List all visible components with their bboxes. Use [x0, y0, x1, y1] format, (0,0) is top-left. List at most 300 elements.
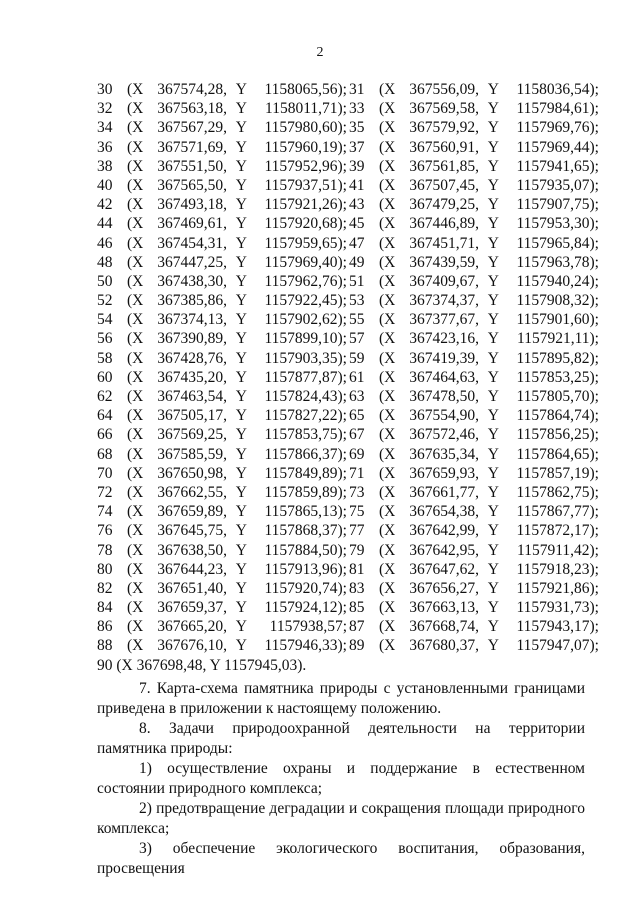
y-value: 1157872,17); — [516, 522, 599, 540]
x-label: (X — [127, 196, 144, 214]
coordinate-row — [97, 387, 602, 406]
y-value: 1157857,19); — [516, 464, 599, 482]
x-label: (X — [379, 157, 396, 175]
y-label: Y — [487, 579, 499, 597]
y-value: 1157853,25); — [516, 368, 599, 386]
y-value: 1157856,25); — [516, 426, 599, 444]
coordinate-point — [97, 80, 349, 99]
x-value: 367505,17, — [157, 407, 227, 425]
y-label: Y — [487, 426, 499, 444]
coordinate-point — [349, 502, 601, 521]
coordinate-point — [349, 579, 601, 598]
x-label: (X — [379, 388, 396, 405]
point-number: 49 — [349, 253, 365, 271]
x-label: (X — [127, 100, 144, 118]
coordinate-point — [349, 483, 601, 502]
x-value: 367451,71, — [409, 234, 479, 252]
coordinate-row — [97, 579, 602, 598]
x-value: 367464,63, — [409, 368, 479, 386]
y-value: 1157864,74); — [516, 407, 599, 425]
coordinate-point — [97, 387, 349, 406]
y-label: Y — [487, 196, 499, 214]
coordinate-row — [97, 138, 602, 157]
coordinate-point — [349, 80, 601, 99]
x-label: (X — [127, 522, 144, 540]
y-label: Y — [487, 311, 499, 329]
point-number: 77 — [349, 522, 365, 540]
x-label: (X — [379, 119, 396, 137]
coordinate-row — [97, 80, 602, 99]
point-number: 38 — [97, 157, 113, 175]
y-label: Y — [487, 388, 499, 405]
y-label: Y — [235, 599, 247, 617]
coordinate-point — [349, 157, 601, 176]
y-value: 1157907,75); — [516, 196, 599, 214]
coordinate-point — [97, 502, 349, 521]
x-value: 367479,25, — [409, 196, 479, 214]
x-value: 367438,30, — [157, 272, 227, 290]
y-value: 1158036,54); — [516, 81, 599, 98]
y-value: 1157953,30); — [516, 215, 599, 233]
y-value: 1157952,96); — [264, 157, 347, 175]
x-label: (X — [379, 272, 396, 290]
x-value: 367647,62, — [409, 560, 479, 578]
point-number: 52 — [97, 292, 113, 310]
coordinate-point — [97, 99, 349, 118]
point-number: 51 — [349, 272, 365, 290]
point-number: 48 — [97, 253, 113, 271]
y-label: Y — [487, 522, 499, 540]
x-label: (X — [379, 483, 396, 501]
x-label: (X — [127, 560, 144, 578]
y-value: 1157980,60); — [264, 119, 347, 137]
y-label: Y — [235, 426, 247, 444]
coordinate-point — [349, 425, 601, 444]
point-number: 83 — [349, 579, 365, 597]
x-value: 367478,50, — [409, 388, 479, 405]
point-number: 54 — [97, 311, 113, 329]
y-value: 1157943,17); — [516, 618, 599, 636]
paragraph-7: 7. Карта-схема памятника природы с установленными границами приведена в приложении к настоящему положению. — [97, 680, 585, 717]
point-number: 79 — [349, 541, 365, 559]
y-value: 1157962,76); — [264, 272, 347, 290]
x-value: 367579,92, — [409, 119, 479, 137]
y-label: Y — [235, 138, 247, 156]
y-label: Y — [487, 215, 499, 233]
point-number: 88 — [97, 637, 113, 655]
point-number: 44 — [97, 215, 113, 233]
y-value: 1157984,61); — [516, 100, 599, 118]
y-value: 1157849,89); — [264, 464, 347, 482]
x-label: (X — [127, 234, 144, 252]
point-number: 71 — [349, 464, 365, 482]
point-number: 55 — [349, 311, 365, 329]
y-value: 1157924,12); — [264, 599, 347, 617]
x-label: (X — [379, 196, 396, 214]
y-label: Y — [235, 215, 247, 233]
coordinate-point — [349, 617, 601, 636]
x-value: 367638,50, — [157, 541, 227, 559]
y-value: 1157946,33); — [264, 637, 347, 655]
coordinate-point — [349, 138, 601, 157]
coordinate-point — [349, 387, 601, 406]
y-label: Y — [487, 407, 499, 425]
x-value: 367493,18, — [157, 196, 227, 214]
y-label: Y — [487, 176, 499, 194]
x-value: 367572,46, — [409, 426, 479, 444]
x-value: 367554,90, — [409, 407, 479, 425]
y-label: Y — [487, 483, 499, 501]
x-label: (X — [127, 388, 144, 405]
y-label: Y — [235, 388, 247, 405]
x-label: (X — [127, 637, 144, 655]
x-label: (X — [379, 215, 396, 233]
coordinate-row — [97, 541, 602, 560]
x-label: (X — [379, 503, 396, 521]
page-number: 2 — [316, 45, 324, 60]
point-number: 70 — [97, 464, 113, 482]
x-value: 367661,77, — [409, 483, 479, 501]
y-label: Y — [235, 541, 247, 559]
coordinate-point — [349, 464, 601, 483]
y-label: Y — [235, 445, 247, 463]
list-item-2: 2) предотвращение деградации и сокращения площади природного комплекса; — [97, 800, 585, 837]
x-label: (X — [127, 292, 144, 310]
point-number: 30 — [97, 81, 113, 98]
x-value: 367390,89, — [157, 330, 227, 348]
x-label: (X — [127, 407, 144, 425]
y-value: 1157941,65); — [516, 157, 599, 175]
x-label: (X — [127, 138, 144, 156]
x-value: 367377,67, — [409, 311, 479, 329]
x-label: (X — [379, 599, 396, 617]
coordinate-point — [97, 329, 349, 348]
y-label: Y — [235, 119, 247, 137]
x-label: (X — [379, 176, 396, 194]
x-label: (X — [379, 368, 396, 386]
y-label: Y — [235, 483, 247, 501]
point-number: 36 — [97, 138, 113, 156]
coordinate-point — [349, 541, 601, 560]
x-label: (X — [379, 426, 396, 444]
y-label: Y — [487, 253, 499, 271]
coordinate-row — [97, 464, 602, 483]
y-value: 1157859,89); — [264, 483, 347, 501]
point-number: 58 — [97, 349, 113, 367]
x-label: (X — [379, 445, 396, 463]
coordinate-point — [97, 291, 349, 310]
x-value: 367635,34, — [409, 445, 479, 463]
x-value: 367654,38, — [409, 503, 479, 521]
point-number: 64 — [97, 407, 113, 425]
x-label: (X — [127, 272, 144, 290]
x-label: (X — [379, 311, 396, 329]
coordinate-row — [97, 521, 602, 540]
x-value: 367574,28, — [157, 81, 227, 98]
point-number: 78 — [97, 541, 113, 559]
coordinate-point — [97, 560, 349, 579]
x-label: (X — [379, 560, 396, 578]
x-value: 367439,59, — [409, 253, 479, 271]
point-number: 86 — [97, 618, 113, 636]
coordinate-row — [97, 118, 602, 137]
list-item-1: 1) осуществление охраны и поддержание в естественном состоянии природного комплекса; — [97, 760, 585, 797]
coordinate-point — [97, 425, 349, 444]
y-label: Y — [487, 330, 499, 348]
coordinate-point — [349, 368, 601, 387]
x-label: (X — [127, 349, 144, 367]
coordinate-point — [97, 310, 349, 329]
y-value: 1157868,37); — [264, 522, 347, 540]
x-label: (X — [379, 330, 396, 348]
y-value: 1157918,23); — [516, 560, 599, 578]
point-number: 37 — [349, 138, 365, 156]
y-label: Y — [487, 599, 499, 617]
coordinate-point — [97, 368, 349, 387]
point-number: 46 — [97, 234, 113, 252]
x-value: 367650,98, — [157, 464, 227, 482]
point-number: 61 — [349, 368, 365, 386]
y-value: 1157867,77); — [516, 503, 599, 521]
y-label: Y — [487, 119, 499, 137]
x-label: (X — [127, 445, 144, 463]
y-value: 1158065,56); — [264, 81, 347, 98]
y-label: Y — [487, 541, 499, 559]
x-value: 367469,61, — [157, 215, 227, 233]
point-number: 89 — [349, 637, 365, 655]
x-value: 367419,39, — [409, 349, 479, 367]
y-value: 1157911,42); — [517, 541, 599, 559]
coordinate-point — [97, 138, 349, 157]
y-label: Y — [487, 464, 499, 482]
coordinate-point — [97, 636, 349, 655]
x-label: (X — [127, 253, 144, 271]
coordinate-row — [97, 636, 602, 655]
point-number: 39 — [349, 157, 365, 175]
point-number: 45 — [349, 215, 365, 233]
y-label: Y — [487, 234, 499, 252]
x-value: 367651,40, — [157, 579, 227, 597]
point-number: 60 — [97, 368, 113, 386]
point-number: 87 — [349, 618, 365, 636]
coordinate-row — [97, 598, 602, 617]
point-number: 59 — [349, 349, 365, 367]
x-label: (X — [379, 292, 396, 310]
x-label: (X — [379, 253, 396, 271]
y-value: 1157901,60); — [516, 311, 599, 329]
coordinates-list — [97, 80, 602, 656]
point-number: 50 — [97, 272, 113, 290]
x-label: (X — [379, 100, 396, 118]
y-label: Y — [235, 100, 247, 118]
x-value: 367435,20, — [157, 368, 227, 386]
coordinate-point — [97, 445, 349, 464]
point-number: 33 — [349, 100, 365, 118]
y-value: 1157969,76); — [516, 119, 599, 137]
y-label: Y — [235, 272, 247, 290]
y-value: 1157947,07); — [516, 637, 599, 655]
x-label: (X — [127, 176, 144, 194]
y-value: 1157969,44); — [516, 138, 599, 156]
coordinate-row — [97, 214, 602, 233]
point-number: 81 — [349, 560, 365, 578]
x-label: (X — [379, 579, 396, 597]
final-coordinate-point: 90 (X 367698,48, Y 1157945,03). — [97, 657, 307, 674]
x-value: 367563,18, — [157, 100, 227, 118]
coordinate-point — [349, 234, 601, 253]
coordinate-point — [97, 598, 349, 617]
point-number: 57 — [349, 330, 365, 348]
x-label: (X — [127, 157, 144, 175]
coordinate-row — [97, 310, 602, 329]
coordinate-point — [349, 176, 601, 195]
coordinate-row — [97, 195, 602, 214]
x-value: 367656,27, — [409, 579, 479, 597]
coordinate-row — [97, 253, 602, 272]
point-number: 43 — [349, 196, 365, 214]
x-value: 367567,29, — [157, 119, 227, 137]
y-value: 1157824,43); — [264, 388, 347, 405]
coordinate-row — [97, 483, 602, 502]
y-value: 1157895,82); — [516, 349, 599, 367]
y-label: Y — [235, 618, 247, 636]
y-value: 1157805,70); — [516, 388, 599, 405]
coordinate-row — [97, 560, 602, 579]
x-value: 367663,13, — [409, 599, 479, 617]
x-label: (X — [127, 119, 144, 137]
y-label: Y — [235, 349, 247, 367]
coordinate-row — [97, 234, 602, 253]
y-value: 1157935,07); — [516, 176, 599, 194]
x-label: (X — [127, 215, 144, 233]
coordinate-point — [349, 291, 601, 310]
point-number: 75 — [349, 503, 365, 521]
x-value: 367659,37, — [157, 599, 227, 617]
y-label: Y — [487, 503, 499, 521]
x-value: 367374,37, — [409, 292, 479, 310]
x-value: 367551,50, — [157, 157, 227, 175]
x-label: (X — [379, 138, 396, 156]
y-label: Y — [235, 522, 247, 540]
y-value: 1157864,65); — [516, 445, 599, 463]
y-value: 1157922,45); — [264, 292, 347, 310]
y-value: 1157865,13); — [264, 503, 347, 521]
coordinate-row — [97, 368, 602, 387]
point-number: 68 — [97, 445, 113, 463]
point-number: 53 — [349, 292, 365, 310]
x-label: (X — [127, 330, 144, 348]
coordinate-point — [97, 541, 349, 560]
y-label: Y — [235, 560, 247, 578]
y-label: Y — [235, 81, 247, 98]
coordinate-point — [349, 445, 601, 464]
coordinate-point — [97, 521, 349, 540]
y-value: 1157960,19); — [264, 138, 347, 156]
x-value: 367447,25, — [157, 253, 227, 271]
point-number: 69 — [349, 445, 365, 463]
coordinate-row — [97, 176, 602, 195]
coordinate-point — [97, 464, 349, 483]
point-number: 31 — [349, 81, 365, 98]
y-label: Y — [487, 157, 499, 175]
x-label: (X — [379, 407, 396, 425]
y-value: 1157899,10); — [264, 330, 347, 348]
coordinate-row — [97, 406, 602, 425]
x-label: (X — [127, 464, 144, 482]
coordinate-point — [97, 617, 349, 636]
y-label: Y — [487, 560, 499, 578]
x-value: 367556,09, — [409, 81, 479, 98]
x-label: (X — [127, 618, 144, 636]
x-value: 367409,67, — [409, 272, 479, 290]
x-value: 367642,99, — [409, 522, 479, 540]
x-label: (X — [379, 522, 396, 540]
y-value: 1157921,11); — [517, 330, 599, 348]
y-value: 1157963,78); — [516, 253, 599, 271]
coordinate-row — [97, 329, 602, 348]
x-value: 367428,76, — [157, 349, 227, 367]
y-value: 1157959,65); — [264, 234, 347, 252]
y-label: Y — [235, 579, 247, 597]
point-number: 41 — [349, 176, 365, 194]
x-label: (X — [127, 311, 144, 329]
point-number: 32 — [97, 100, 113, 118]
y-value: 1157862,75); — [516, 483, 599, 501]
y-label: Y — [487, 292, 499, 310]
coordinate-point — [97, 214, 349, 233]
y-value: 1157921,86); — [516, 579, 599, 597]
x-value: 367659,93, — [409, 464, 479, 482]
y-label: Y — [235, 292, 247, 310]
y-value: 1157931,73); — [516, 599, 599, 617]
point-number: 66 — [97, 426, 113, 444]
y-value: 1157902,62); — [264, 311, 347, 329]
coordinate-point — [349, 560, 601, 579]
x-value: 367665,20, — [157, 618, 227, 636]
y-value: 1157884,50); — [264, 541, 347, 559]
point-number: 63 — [349, 388, 365, 405]
x-label: (X — [379, 464, 396, 482]
point-number: 40 — [97, 176, 113, 194]
x-value: 367680,37, — [409, 637, 479, 655]
y-label: Y — [235, 196, 247, 214]
coordinate-point — [97, 406, 349, 425]
x-value: 367642,95, — [409, 541, 479, 559]
x-value: 367644,23, — [157, 560, 227, 578]
point-number: 56 — [97, 330, 113, 348]
y-value: 1157920,68); — [264, 215, 347, 233]
point-number: 34 — [97, 119, 113, 137]
coordinate-row — [97, 349, 602, 368]
y-label: Y — [235, 253, 247, 271]
x-value: 367569,58, — [409, 100, 479, 118]
x-label: (X — [379, 81, 396, 98]
coordinate-point — [349, 118, 601, 137]
y-label: Y — [487, 100, 499, 118]
point-number: 47 — [349, 234, 365, 252]
y-value: 1157921,26); — [264, 196, 347, 214]
y-label: Y — [487, 618, 499, 636]
point-number: 35 — [349, 119, 365, 137]
x-label: (X — [127, 579, 144, 597]
y-value: 1157940,24); — [516, 272, 599, 290]
coordinate-point — [97, 349, 349, 368]
coordinate-point — [97, 272, 349, 291]
point-number: 76 — [97, 522, 113, 540]
coordinate-row — [97, 291, 602, 310]
y-value: 1157853,75); — [264, 426, 347, 444]
x-label: (X — [127, 541, 144, 559]
